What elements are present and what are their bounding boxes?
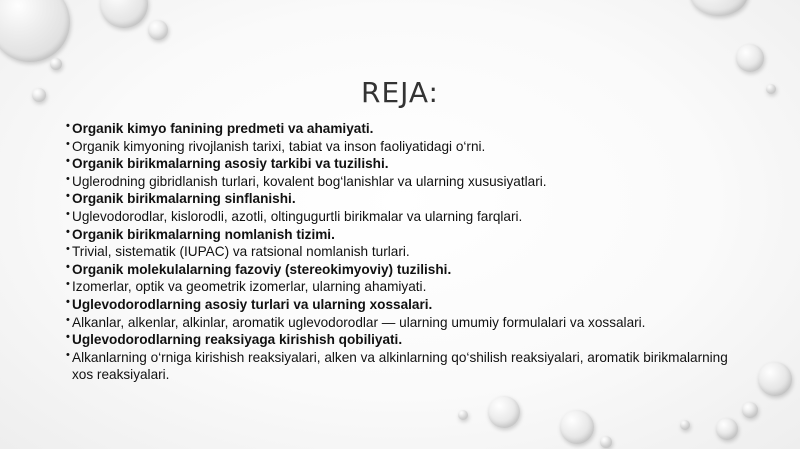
agenda-heading-item	[66, 261, 746, 279]
agenda-item-text: Organik birikmalarning nomlanish tizimi.	[72, 226, 335, 242]
bullet-icon: •	[66, 313, 70, 326]
water-drop-decoration	[458, 410, 468, 420]
water-drop-decoration	[758, 362, 792, 396]
agenda-item-text: Organik birikmalarning sinflanishi.	[72, 191, 296, 207]
bullet-icon: •	[66, 225, 70, 238]
agenda-heading-item	[66, 190, 746, 208]
bullet-icon: •	[66, 120, 70, 132]
agenda-heading-item	[66, 120, 746, 138]
slide-title: REJA:	[360, 76, 439, 109]
water-drop-decoration	[0, 0, 70, 62]
water-drop-decoration	[100, 0, 148, 28]
agenda-heading-item	[66, 296, 746, 314]
bullet-icon: •	[66, 243, 70, 256]
agenda-item-text: Uglerodning gibridlanish turlari, kovalent bog‘lanishlar va ularning xususiyatlari.	[72, 173, 547, 189]
agenda-item-text: Organik kimyoning rivojlanish tarixi, tabiat va inson faoliyatidagi o‘rni.	[72, 138, 486, 154]
agenda-item-text: Izomerlar, optik va geometrik izomerlar, ularning ahamiyati.	[72, 279, 427, 295]
water-drop-decoration	[560, 410, 594, 444]
agenda-item-text: Uglevodorodlar, kislorodli, azotli, oltingugurtli birikmalar va ularning farqlari.	[72, 208, 523, 224]
bullet-icon: •	[66, 190, 70, 203]
water-drop-decoration	[716, 418, 738, 440]
water-drop-decoration	[736, 44, 764, 72]
water-drop-decoration	[50, 58, 62, 70]
agenda-detail-item	[66, 208, 746, 226]
agenda-detail-item	[66, 278, 746, 296]
bullet-icon: •	[66, 207, 70, 220]
water-drop-decoration	[680, 420, 690, 430]
bullet-icon: •	[66, 295, 70, 308]
bullet-icon: •	[66, 331, 70, 344]
water-drop-decoration	[766, 84, 776, 94]
bullet-icon: •	[66, 260, 70, 273]
bullet-icon: •	[66, 348, 70, 361]
water-drop-decoration	[742, 402, 758, 418]
water-drop-decoration	[600, 436, 612, 448]
agenda-detail-item	[66, 173, 746, 191]
agenda-detail-item	[66, 314, 746, 332]
agenda-item-text: Uglevodorodlarning asosiy turlari va ularning xossalari.	[72, 296, 433, 312]
water-drop-decoration	[488, 396, 520, 428]
agenda-list	[66, 120, 746, 384]
agenda-item-text: Organik kimyo fanining predmeti va ahamiyati.	[72, 121, 374, 136]
agenda-item-text: Alkanlarning o‘rniga kirishish reaksiyalari, alken va alkinlarning qo‘shilish reaksiyalari, aromatik birikmalarning xos reaksiyalari.	[72, 349, 728, 383]
agenda-heading-item	[66, 226, 746, 244]
agenda-item-text: Trivial, sistematik (IUPAC) va ratsional nomlanish turlari.	[72, 244, 410, 260]
bullet-icon: •	[66, 172, 70, 185]
bullet-icon: •	[66, 278, 70, 291]
water-drop-decoration	[32, 88, 46, 102]
agenda-heading-item	[66, 155, 746, 173]
water-drop-decoration	[690, 0, 748, 16]
water-drop-decoration	[148, 20, 168, 40]
agenda-detail-item	[66, 349, 746, 384]
bullet-icon: •	[66, 137, 70, 150]
agenda-detail-item	[66, 243, 746, 261]
agenda-item-text: Alkanlar, alkenlar, alkinlar, aromatik uglevodorodlar — ularning umumiy formulalari va xossalari.	[72, 314, 646, 330]
agenda-item-text: Uglevodorodlarning reaksiyaga kirishish qobiliyati.	[72, 332, 403, 348]
agenda-detail-item	[66, 138, 746, 156]
agenda-heading-item	[66, 331, 746, 349]
agenda-item-text: Organik birikmalarning asosiy tarkibi va tuzilishi.	[72, 156, 389, 172]
bullet-icon: •	[66, 155, 70, 168]
agenda-item-text: Organik molekulalarning fazoviy (stereokimyoviy) tuzilishi.	[72, 261, 452, 277]
